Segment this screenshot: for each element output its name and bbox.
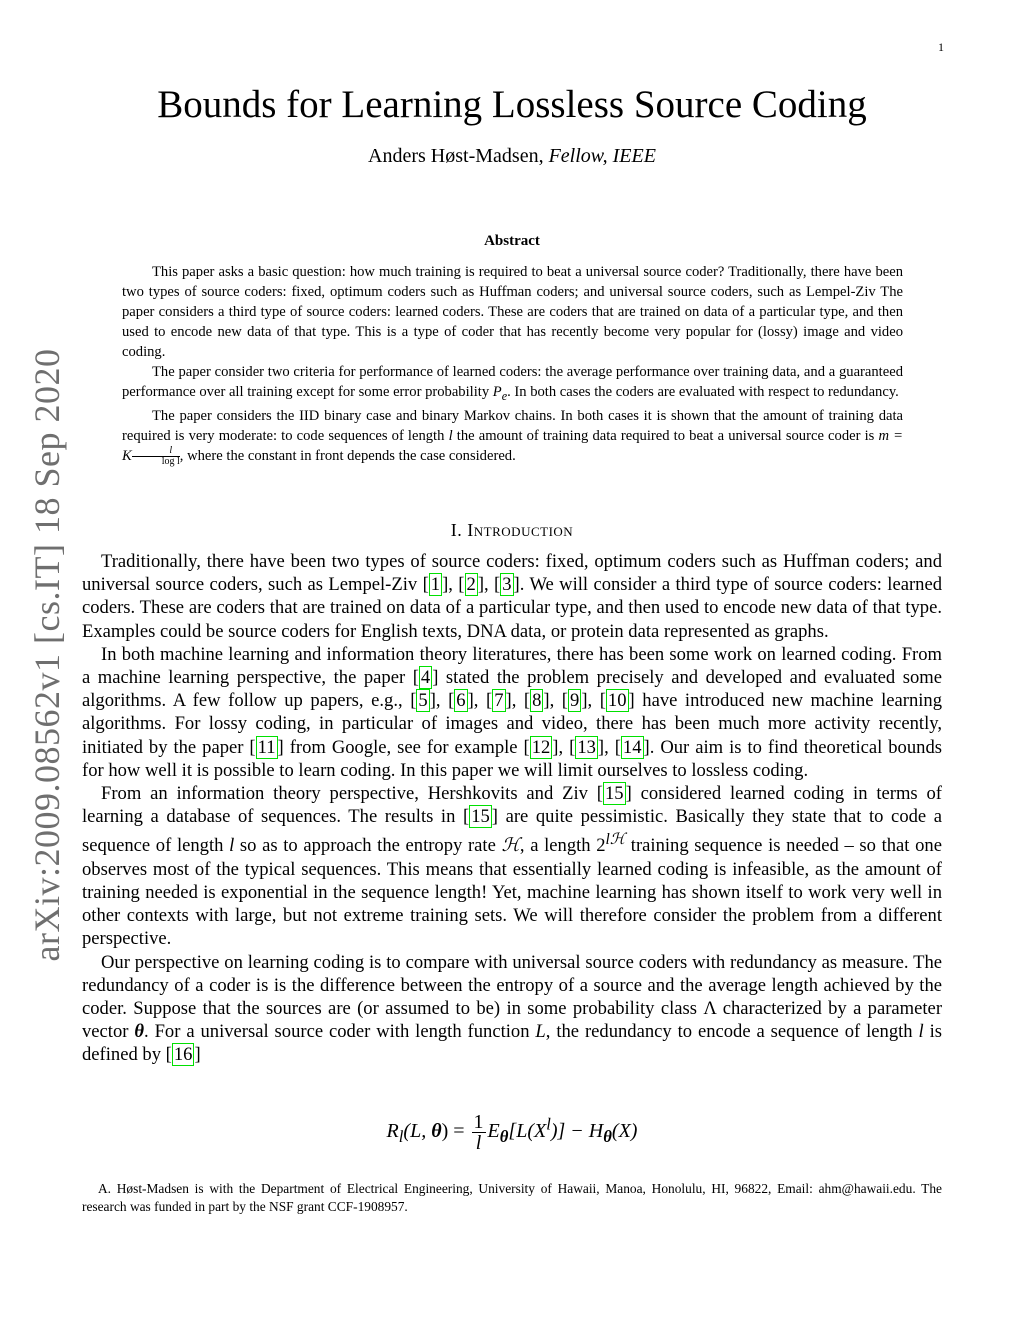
arxiv-stamp: arXiv:2009.08562v1 [cs.IT] 18 Sep 2020	[27, 348, 67, 962]
introduction-body	[82, 550, 942, 1067]
citation-link[interactable]: 7	[494, 690, 504, 712]
footnote-text: A. Høst-Madsen is with the Department of Electrical Engineering, University of Hawaii, Manoa, Honolulu, HI, 96822, Email: ahm@hawaii.edu. The research was funded in part by the NSF grant CCF-1908957.	[82, 1181, 942, 1214]
citation-link[interactable]: 12	[531, 736, 551, 758]
citation-link[interactable]: 3	[502, 574, 512, 596]
citation-link[interactable]: 6	[456, 690, 466, 712]
citation-link[interactable]: 14	[622, 736, 642, 758]
citation-link[interactable]: 1	[430, 574, 441, 596]
equation-fraction: $\frac{1}{l}$	[473, 1111, 484, 1154]
citation-link[interactable]: 15	[604, 783, 624, 805]
citation-link[interactable]: 8	[532, 690, 542, 712]
citation-link[interactable]: 16	[173, 1044, 193, 1066]
abstract-heading: Abstract	[484, 233, 540, 249]
body-paragraph: From an information theory perspective, Hershkovits and Ziv [ 15 ] considered learned coding in terms of learning a database of sequences. The results in [ 15 ] are quite pessimistic. Basically they state that to code a sequence of length l so as to approach the entropy rate ℋ, a length $2^{lℋ}$ training sequence is needed – so that one observes most of the typical sequences. This means that essentially learned coding is infeasible, as the amount of training needed is exponential in the sequence length! Yet, machine learning has shown itself to work very well in other contexts with large, but not extreme training sets. We will therefore consider the problem from a different perspective.	[82, 783, 943, 950]
author-name: Anders Høst-Madsen,	[368, 145, 549, 167]
abstract-fraction: $\frac{l}{\text{log l}}$	[132, 446, 180, 467]
abstract-paragraph: This paper asks a basic question: how much training is required to beat a universal source coder? Traditionally, there have been two types of source coders: fixed, optimum coders such as Huffman coders; and universal source coders, such as Lempel-Ziv The paper considers a third type of source coders: learned coders. These are coders that are trained on data of a particular type, and then used to encode new data of that type. This is a type of coder that has recently become very popular for (lossy) image and video coding.	[122, 264, 903, 360]
abstract-body	[122, 262, 903, 467]
citation-link[interactable]: 11	[257, 736, 276, 758]
body-paragraph: In both machine learning and information theory literatures, there has been some work on learned coding. From a machine learning perspective, the paper [ 4 ] stated the problem precisely and developed and evaluated some algorithms. A few follow up papers, e.g., [ 5 ], [ 6 ], [ 7 ], [ 8 ], [ 9 ], [ 10 ] have introduced new machine learning algorithms. For lossy coding, in particular of images and video, there has been much more activity recently, initiated by the paper [ 11 ] from Google, see for example [ 12 ], [ 13 ], [ 14 ]. Our aim is to find theoretical bounds for how well it is possible to learn coding. In this paper we will limit ourselves to lossless coding.	[82, 643, 943, 781]
abstract-paragraph: The paper consider two criteria for performance of learned coders: the average performance over training data, and a guaranteed performance over all training except for some error probability $P_e$. In both cases the coders are evaluated with respect to redundancy.	[122, 364, 903, 403]
citation-link[interactable]: 13	[577, 736, 596, 758]
body-paragraph: Traditionally, there have been two types of source coders: fixed, optimum coders such as Huffman coders; and universal source coders, such as Lempel-Ziv [ 1 ], [ 2 ], [ 3 ]. We will consider a third type of source coders: learned coders. These are coders that are trained on data of a particular type, and then used to encode new data of that type. Examples could be source coders for English texts, DNA data, or protein data represented as graphs.	[82, 551, 942, 642]
footnote	[82, 1180, 942, 1216]
paper-title: Bounds for Learning Lossless Source Coding	[157, 83, 867, 126]
citation-link[interactable]: 15	[471, 806, 490, 828]
redundancy-equation: $R_l(L$, θ) = $\frac{1}{l}$ $E_\theta[L(X^l)] - H_\theta(X)$	[386, 1111, 638, 1154]
author-title: Fellow, IEEE	[548, 145, 656, 167]
author-line	[0, 145, 1024, 168]
body-paragraph: Our perspective on learning coding is to compare with universal source coders with redundancy as measure. The redundancy of a coder is is the difference between the entropy of a source and the average length achieved by the coder. Suppose that the sources are (or assumed to be) in some probability class Λ characterized by a parameter vector θ. For a universal source coder with length function L, the redundancy to encode a sequence of length l is defined by [ 16 ]	[82, 951, 943, 1066]
citation-link[interactable]: 9	[570, 690, 580, 712]
citation-link[interactable]: 10	[607, 690, 627, 712]
page-number: 1	[938, 40, 944, 54]
section-heading: I. Introduction	[450, 520, 574, 540]
citation-link[interactable]: 2	[466, 574, 476, 596]
citation-link[interactable]: 5	[418, 690, 428, 712]
abstract-paragraph: The paper considers the IID binary case and binary Markov chains. In both cases it is shown that the amount of training data required is very moderate: to code sequences of length l the amount of training data required to beat a universal source coder is m = K $\frac{l}{\text{log l}}$ , where the constant in front depends the case considered.	[122, 407, 903, 468]
citation-link[interactable]: 4	[420, 667, 431, 689]
